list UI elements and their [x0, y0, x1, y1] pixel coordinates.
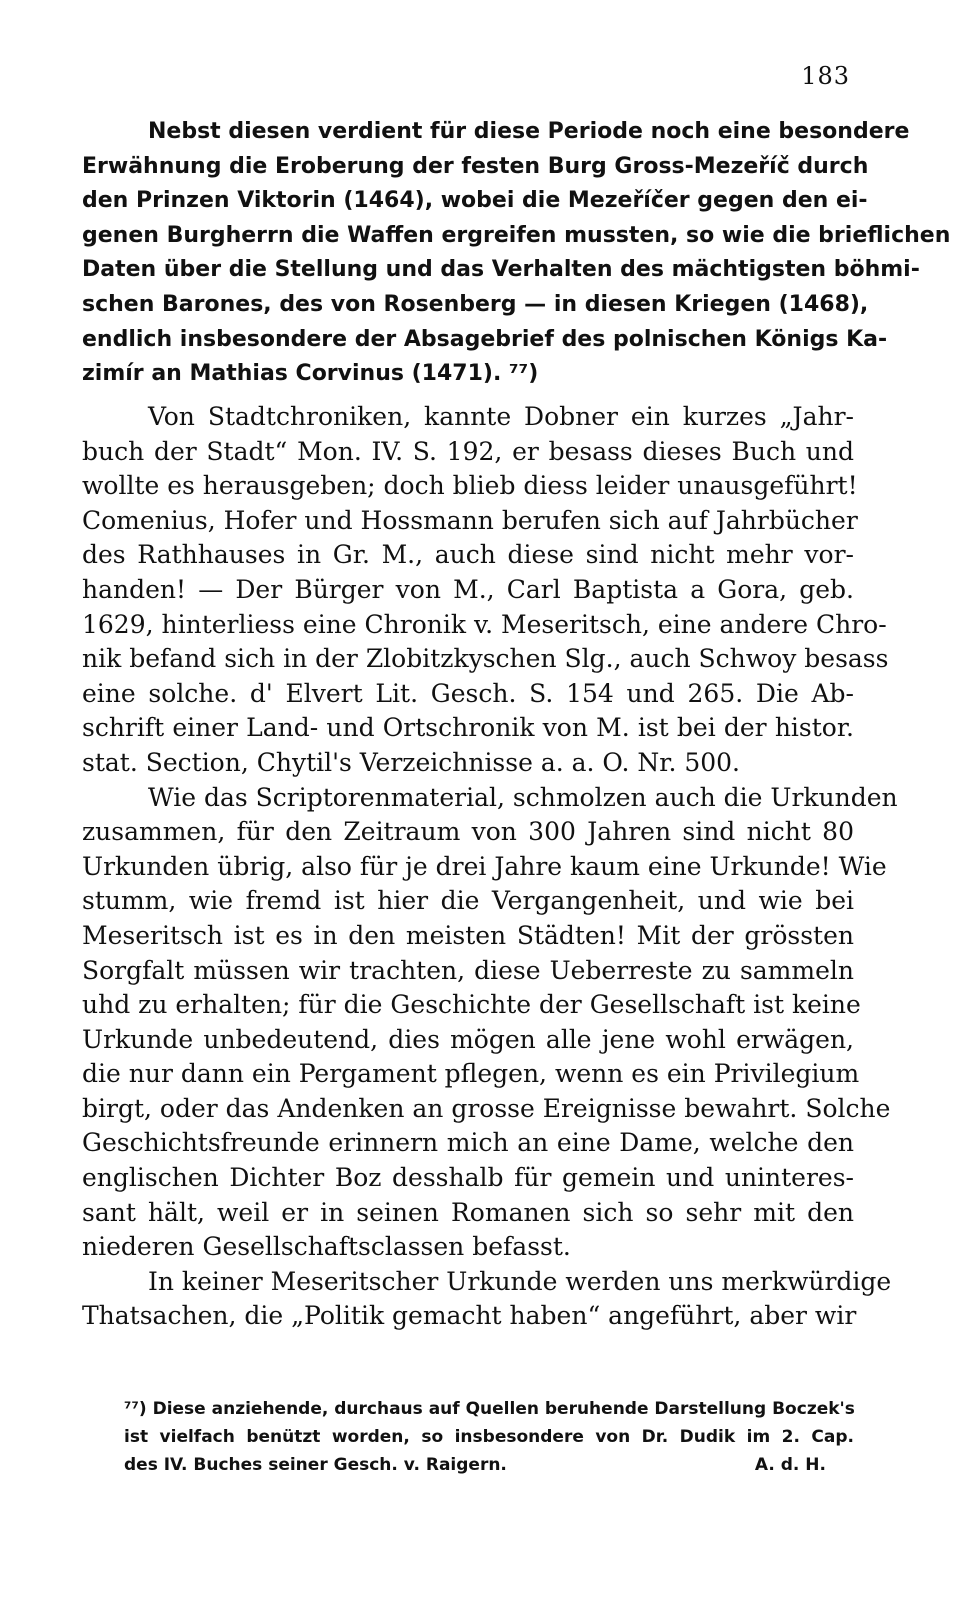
text-line: englischen Dichter Boz desshalb für gemein und uninteres- [82, 1163, 854, 1193]
text-line: Daten über die Stellung und das Verhalten des mächtigsten böhmi- [82, 257, 920, 283]
text-line: Geschichtsfreunde erinnern mich an eine Dame, welche den [82, 1128, 854, 1158]
text-line: niederen Gesellschaftsclassen befasst. [82, 1232, 571, 1262]
footnote-signature: A. d. H. [754, 1455, 826, 1475]
text-line: genen Burgherrn die Waffen ergreifen mussten, so wie die brieflichen [82, 222, 951, 248]
text-line: handen! — Der Bürger von M., Carl Baptista a Gora, geb. [82, 574, 854, 604]
text-line: uhd zu erhalten; für die Geschichte der Gesellschaft ist keine [82, 990, 861, 1020]
text-line: sant hält, weil er in seinen Romanen sich so sehr mit den [82, 1197, 854, 1227]
text-line: den Prinzen Viktorin (1464), wobei die Mezeříčer gegen den ei- [82, 188, 868, 214]
text-line: stumm, wie fremd ist hier die Vergangenheit, und wie bei [82, 886, 854, 916]
text-line: In keiner Meseritscher Urkunde werden uns merkwürdige [148, 1266, 892, 1296]
footnote-line: ist vielfach benützt worden, so insbesondere von Dr. Dudik im 2. Cap. [124, 1427, 854, 1447]
text-line: Urkunden übrig, also für je drei Jahre kaum eine Urkunde! Wie [82, 851, 887, 881]
text-line: Wie das Scriptorenmaterial, schmolzen auch die Urkunden [148, 782, 898, 812]
text-line: zimír an Mathias Corvinus (1471). ⁷⁷) [82, 361, 539, 387]
text-line: birgt, oder das Andenken an grosse Ereignisse bewahrt. Solche [82, 1093, 891, 1123]
text-line: eine solche. d' Elvert Lit. Gesch. S. 154 und 265. Die Ab- [82, 678, 854, 708]
text-line: schen Barones, des von Rosenberg — in diesen Kriegen (1468), [82, 291, 869, 317]
text-line: des Rathhauses in Gr. M., auch diese sind nicht mehr vor- [82, 540, 854, 570]
text-line: buch der Stadt“ Mon. IV. S. 192, er besass dieses Buch und [82, 436, 854, 466]
text-line: Thatsachen, die „Politik gemacht haben“ angeführt, aber wir [82, 1301, 857, 1331]
text-line: Von Stadtchroniken, kannte Dobner ein kurzes „Jahr- [148, 402, 854, 431]
text-line: Comenius, Hofer und Hossmann berufen sich auf Jahrbücher [82, 505, 858, 535]
text-line: die nur dann ein Pergament pflegen, wenn es ein Privilegium [82, 1059, 860, 1089]
text-line: Nebst diesen verdient für diese Periode noch eine besondere [148, 119, 910, 144]
text-line: Meseritsch ist es in den meisten Städten! Mit der grössten [82, 920, 854, 950]
paragraph-intro [82, 115, 951, 392]
text-line: wollte es herausgeben; doch blieb diess leider unausgeführt! [82, 471, 858, 501]
page-number: 183 [801, 62, 850, 90]
body-text [82, 400, 898, 1334]
text-line: schrift einer Land- und Ortschronik von M. ist bei der histor. [82, 713, 854, 743]
text-line: Urkunde unbedeutend, dies mögen alle jene wohl erwägen, [82, 1024, 854, 1054]
text-line: Sorgfalt müssen wir trachten, diese Ueberreste zu sammeln [82, 955, 854, 985]
footnote-line [82, 1451, 854, 1479]
text-line: endlich insbesondere der Absagebrief des polnischen Königs Ka- [82, 326, 888, 352]
footnote [82, 1395, 854, 1479]
text-line: Erwähnung die Eroberung der festen Burg Gross-Mezeříč durch [82, 153, 869, 179]
footnote-text: des IV. Buches seiner Gesch. v. Raigern. [124, 1455, 507, 1475]
text-line: 1629, hinterliess eine Chronik v. Meseritsch, eine andere Chro- [82, 609, 887, 639]
text-line: nik befand sich in der Zlobitzkyschen Slg., auch Schwoy besass [82, 644, 889, 674]
footnote-line: ⁷⁷) Diese anziehende, durchaus auf Quellen beruhende Darstellung Boczek's [124, 1399, 855, 1419]
text-line: zusammen, für den Zeitraum von 300 Jahren sind nicht 80 [82, 817, 854, 847]
text-line: stat. Section, Chytil's Verzeichnisse a. a. O. Nr. 500. [82, 747, 740, 777]
